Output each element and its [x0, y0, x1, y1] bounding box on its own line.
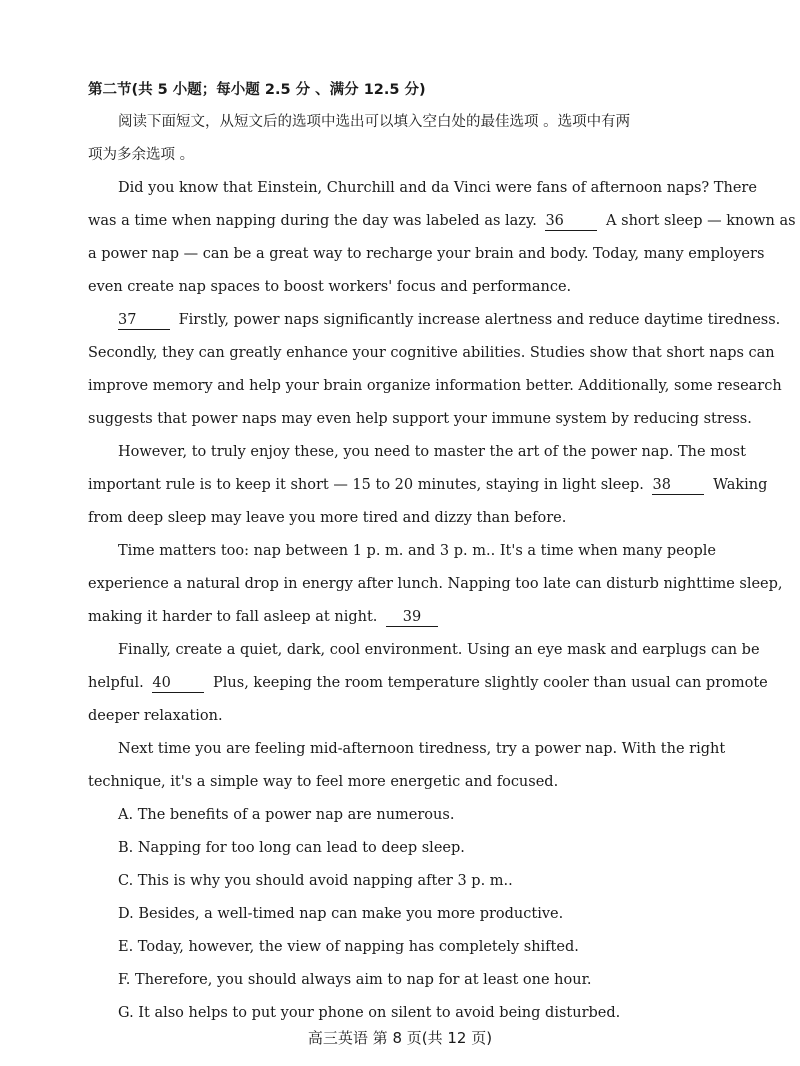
option-f: F. Therefore, you should always aim to nap for at least one hour. — [118, 972, 592, 988]
passage-p3-line-2 — [88, 475, 768, 495]
passage-p3-line-3: from deep sleep may leave you more tired and dizzy than before. — [88, 510, 567, 526]
answer-blank-36: 36 — [545, 212, 597, 231]
passage-p4-line-1: Time matters too: nap between 1 p. m. and 3 p. m.. It's a time when many people — [118, 543, 716, 559]
passage-p5-line-2 — [88, 673, 768, 693]
passage-p5-line-1: Finally, create a quiet, dark, cool environment. Using an eye mask and earplugs can be — [118, 642, 760, 658]
passage-text: Waking — [713, 477, 768, 493]
instructions-line-1: 阅读下面短文，从短文后的选项中选出可以填入空白处的最佳选项 。选项中有两 — [118, 114, 631, 130]
passage-p4-line-2: experience a natural drop in energy after lunch. Napping too late can disturb nighttime sleep, — [88, 576, 783, 592]
answer-blank-40: 40 — [152, 674, 204, 693]
option-d: D. Besides, a well-timed nap can make you more productive. — [118, 906, 564, 922]
passage-text: Firstly, power naps significantly increase alertness and reduce daytime tiredness. — [178, 312, 781, 328]
passage-p1-line-3: a power nap — can be a great way to recharge your brain and body. Today, many employers — [88, 246, 765, 262]
passage-p4-line-3 — [88, 607, 714, 627]
answer-blank-37: 37 — [118, 311, 170, 330]
passage-text: was a time when napping during the day was labeled as lazy. — [88, 213, 537, 229]
passage-p2-line-1 — [118, 310, 781, 330]
page-footer: 高三英语 第 8 页(共 12 页) — [307, 1029, 493, 1047]
passage-p2-line-4: suggests that power naps may even help support your immune system by reducing stress. — [88, 411, 752, 427]
passage-text: helpful. — [88, 675, 144, 691]
option-e: E. Today, however, the view of napping has completely shifted. — [118, 939, 579, 955]
option-c: C. This is why you should avoid napping after 3 p. m.. — [118, 873, 513, 889]
passage-p2-line-3: improve memory and help your brain organize information better. Additionally, some research — [88, 378, 782, 394]
option-g: G. It also helps to put your phone on silent to avoid being disturbed. — [118, 1005, 621, 1021]
passage-text: Plus, keeping the room temperature slightly cooler than usual can promote — [213, 675, 768, 691]
passage-text: A short sleep — known as — [606, 213, 796, 229]
answer-blank-39: 39 — [386, 608, 438, 627]
passage-p6-line-2: technique, it's a simple way to feel more energetic and focused. — [88, 774, 559, 790]
passage-text: important rule is to keep it short — 15 to 20 minutes, staying in light sleep. — [88, 477, 644, 493]
passage-text: making it harder to fall asleep at night. — [88, 609, 378, 625]
answer-blank-38: 38 — [652, 476, 704, 495]
option-a: A. The benefits of a power nap are numerous. — [118, 807, 455, 823]
passage-p3-line-1: However, to truly enjoy these, you need to master the art of the power nap. The most — [118, 444, 746, 460]
passage-p1-line-1: Did you know that Einstein, Churchill and da Vinci were fans of afternoon naps? There — [118, 180, 757, 196]
section-heading: 第二节(共 5 小题；每小题 2.5 分 、满分 12.5 分) — [88, 82, 426, 98]
passage-p2-line-2: Secondly, they can greatly enhance your cognitive abilities. Studies show that short naps can — [88, 345, 775, 361]
option-b: B. Napping for too long can lead to deep sleep. — [118, 840, 465, 856]
passage-p1-line-4: even create nap spaces to boost workers' focus and performance. — [88, 279, 572, 295]
instructions-line-2: 项为多余选项 。 — [88, 147, 195, 163]
passage-p1-line-2 — [88, 211, 796, 231]
passage-p6-line-1: Next time you are feeling mid-afternoon tiredness, try a power nap. With the right — [118, 741, 726, 757]
passage-p5-line-3: deeper relaxation. — [88, 708, 223, 724]
